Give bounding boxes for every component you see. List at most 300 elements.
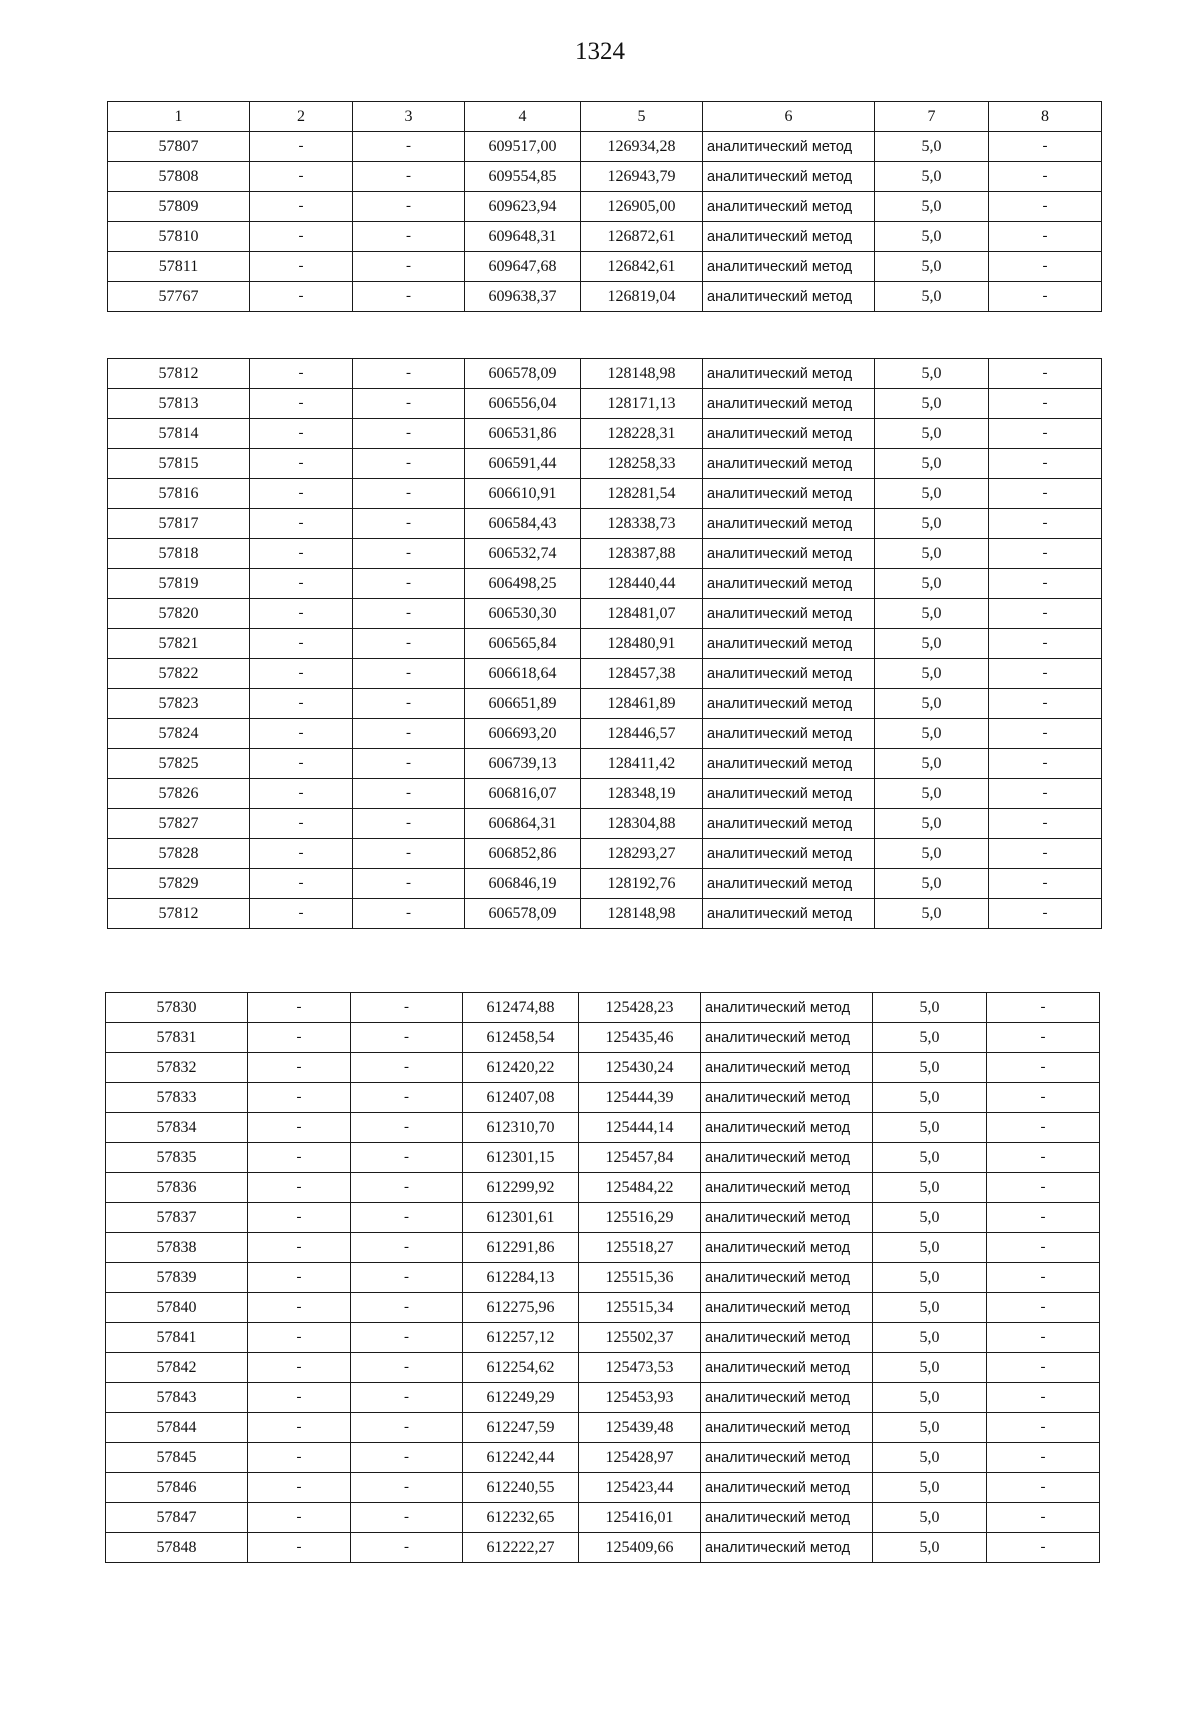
col-2-cell: - xyxy=(248,1383,351,1413)
point-number-cell: 57808 xyxy=(108,162,250,192)
method-cell: аналитический метод xyxy=(703,539,875,569)
col-2-cell: - xyxy=(248,1083,351,1113)
point-number-cell: 57826 xyxy=(108,779,250,809)
table-row xyxy=(106,1053,1100,1083)
col-8-cell: - xyxy=(987,1473,1100,1503)
point-number-cell: 57815 xyxy=(108,449,250,479)
col-2-cell: - xyxy=(248,1143,351,1173)
method-cell: аналитический метод xyxy=(703,509,875,539)
coord-y-cell: 128387,88 xyxy=(581,539,703,569)
col-2-cell: - xyxy=(248,1353,351,1383)
coord-x-cell: 612420,22 xyxy=(463,1053,579,1083)
accuracy-cell: 5,0 xyxy=(873,1263,987,1293)
table-row xyxy=(108,252,1102,282)
point-number-cell: 57845 xyxy=(106,1443,248,1473)
col-3-cell: - xyxy=(351,1443,463,1473)
col-3-cell: - xyxy=(351,1053,463,1083)
method-cell: аналитический метод xyxy=(701,1323,873,1353)
point-number-cell: 57811 xyxy=(108,252,250,282)
table-row xyxy=(108,899,1102,929)
coord-y-cell: 125416,01 xyxy=(579,1503,701,1533)
col-8-cell: - xyxy=(989,389,1102,419)
col-2-cell: - xyxy=(250,479,353,509)
coord-x-cell: 612257,12 xyxy=(463,1323,579,1353)
col-2-cell: - xyxy=(250,569,353,599)
coord-y-cell: 128348,19 xyxy=(581,779,703,809)
accuracy-cell: 5,0 xyxy=(875,599,989,629)
coord-x-cell: 612284,13 xyxy=(463,1263,579,1293)
col-3-cell: - xyxy=(351,1143,463,1173)
col-8-cell: - xyxy=(987,1383,1100,1413)
col-8-cell: - xyxy=(987,1323,1100,1353)
accuracy-cell: 5,0 xyxy=(875,419,989,449)
col-3-cell: - xyxy=(351,993,463,1023)
col-2-cell: - xyxy=(250,132,353,162)
col-8-cell: - xyxy=(987,1113,1100,1143)
method-cell: аналитический метод xyxy=(703,719,875,749)
col-3-cell: - xyxy=(353,569,465,599)
col-2-cell: - xyxy=(250,359,353,389)
header-cell: 7 xyxy=(875,102,989,132)
table-row xyxy=(108,192,1102,222)
table-row xyxy=(108,132,1102,162)
accuracy-cell: 5,0 xyxy=(873,1503,987,1533)
accuracy-cell: 5,0 xyxy=(875,659,989,689)
col-3-cell: - xyxy=(353,509,465,539)
accuracy-cell: 5,0 xyxy=(875,479,989,509)
accuracy-cell: 5,0 xyxy=(875,389,989,419)
table-row xyxy=(108,689,1102,719)
coord-x-cell: 609638,37 xyxy=(465,282,581,312)
col-2-cell: - xyxy=(250,449,353,479)
method-cell: аналитический метод xyxy=(703,869,875,899)
method-cell: аналитический метод xyxy=(703,689,875,719)
col-2-cell: - xyxy=(248,993,351,1023)
col-2-cell: - xyxy=(250,162,353,192)
coord-x-cell: 606532,74 xyxy=(465,539,581,569)
accuracy-cell: 5,0 xyxy=(875,222,989,252)
col-8-cell: - xyxy=(989,839,1102,869)
method-cell: аналитический метод xyxy=(701,1053,873,1083)
table-row xyxy=(108,419,1102,449)
coord-y-cell: 125453,93 xyxy=(579,1383,701,1413)
header-cell: 1 xyxy=(108,102,250,132)
coord-x-cell: 606852,86 xyxy=(465,839,581,869)
method-cell: аналитический метод xyxy=(703,629,875,659)
header-row xyxy=(108,102,1102,132)
table-row xyxy=(108,389,1102,419)
accuracy-cell: 5,0 xyxy=(875,629,989,659)
col-3-cell: - xyxy=(353,899,465,929)
col-2-cell: - xyxy=(250,252,353,282)
method-cell: аналитический метод xyxy=(701,1083,873,1113)
method-cell: аналитический метод xyxy=(703,162,875,192)
col-8-cell: - xyxy=(989,359,1102,389)
col-3-cell: - xyxy=(351,1293,463,1323)
col-2-cell: - xyxy=(250,419,353,449)
col-3-cell: - xyxy=(353,869,465,899)
col-3-cell: - xyxy=(351,1533,463,1563)
coord-y-cell: 125515,36 xyxy=(579,1263,701,1293)
col-3-cell: - xyxy=(353,192,465,222)
col-8-cell: - xyxy=(987,1293,1100,1323)
col-3-cell: - xyxy=(351,1083,463,1113)
coord-y-cell: 125518,27 xyxy=(579,1233,701,1263)
point-number-cell: 57838 xyxy=(106,1233,248,1263)
method-cell: аналитический метод xyxy=(701,1383,873,1413)
col-3-cell: - xyxy=(353,599,465,629)
table-row xyxy=(106,1443,1100,1473)
accuracy-cell: 5,0 xyxy=(873,1293,987,1323)
col-8-cell: - xyxy=(987,1083,1100,1113)
col-3-cell: - xyxy=(351,1233,463,1263)
coord-x-cell: 609647,68 xyxy=(465,252,581,282)
col-8-cell: - xyxy=(989,539,1102,569)
accuracy-cell: 5,0 xyxy=(875,809,989,839)
table-row xyxy=(108,869,1102,899)
col-2-cell: - xyxy=(248,1533,351,1563)
method-cell: аналитический метод xyxy=(701,1413,873,1443)
coord-x-cell: 606530,30 xyxy=(465,599,581,629)
coord-x-cell: 609517,00 xyxy=(465,132,581,162)
col-8-cell: - xyxy=(989,252,1102,282)
method-cell: аналитический метод xyxy=(703,899,875,929)
point-number-cell: 57818 xyxy=(108,539,250,569)
coord-y-cell: 126819,04 xyxy=(581,282,703,312)
point-number-cell: 57837 xyxy=(106,1203,248,1233)
point-number-cell: 57839 xyxy=(106,1263,248,1293)
col-8-cell: - xyxy=(987,1353,1100,1383)
col-2-cell: - xyxy=(250,192,353,222)
point-number-cell: 57813 xyxy=(108,389,250,419)
point-number-cell: 57834 xyxy=(106,1113,248,1143)
col-8-cell: - xyxy=(989,162,1102,192)
point-number-cell: 57836 xyxy=(106,1173,248,1203)
col-8-cell: - xyxy=(989,689,1102,719)
col-3-cell: - xyxy=(353,839,465,869)
method-cell: аналитический метод xyxy=(701,1503,873,1533)
col-8-cell: - xyxy=(989,569,1102,599)
accuracy-cell: 5,0 xyxy=(875,689,989,719)
coord-y-cell: 125430,24 xyxy=(579,1053,701,1083)
col-3-cell: - xyxy=(353,359,465,389)
accuracy-cell: 5,0 xyxy=(873,1143,987,1173)
col-8-cell: - xyxy=(989,509,1102,539)
coordinates-table-2 xyxy=(107,358,1102,929)
header-cell: 5 xyxy=(581,102,703,132)
coord-x-cell: 606498,25 xyxy=(465,569,581,599)
coord-x-cell: 612291,86 xyxy=(463,1233,579,1263)
table-row xyxy=(106,1233,1100,1263)
header-cell: 6 xyxy=(703,102,875,132)
col-3-cell: - xyxy=(353,539,465,569)
point-number-cell: 57819 xyxy=(108,569,250,599)
coord-y-cell: 125428,97 xyxy=(579,1443,701,1473)
col-8-cell: - xyxy=(987,1053,1100,1083)
point-number-cell: 57820 xyxy=(108,599,250,629)
col-3-cell: - xyxy=(351,1023,463,1053)
coord-x-cell: 612301,61 xyxy=(463,1203,579,1233)
col-3-cell: - xyxy=(353,479,465,509)
coord-y-cell: 128480,91 xyxy=(581,629,703,659)
col-2-cell: - xyxy=(248,1113,351,1143)
table-row xyxy=(106,1023,1100,1053)
table-row xyxy=(106,1113,1100,1143)
method-cell: аналитический метод xyxy=(703,132,875,162)
coord-x-cell: 606846,19 xyxy=(465,869,581,899)
method-cell: аналитический метод xyxy=(701,1263,873,1293)
col-2-cell: - xyxy=(250,689,353,719)
col-8-cell: - xyxy=(987,1533,1100,1563)
coord-y-cell: 125435,46 xyxy=(579,1023,701,1053)
coord-x-cell: 612240,55 xyxy=(463,1473,579,1503)
coord-y-cell: 125516,29 xyxy=(579,1203,701,1233)
col-3-cell: - xyxy=(351,1203,463,1233)
coord-y-cell: 128148,98 xyxy=(581,899,703,929)
col-3-cell: - xyxy=(353,389,465,419)
coord-x-cell: 612474,88 xyxy=(463,993,579,1023)
table-row xyxy=(106,1503,1100,1533)
point-number-cell: 57846 xyxy=(106,1473,248,1503)
col-3-cell: - xyxy=(351,1173,463,1203)
coordinates-table-1 xyxy=(107,101,1102,312)
point-number-cell: 57822 xyxy=(108,659,250,689)
col-3-cell: - xyxy=(353,252,465,282)
accuracy-cell: 5,0 xyxy=(875,869,989,899)
col-2-cell: - xyxy=(250,899,353,929)
method-cell: аналитический метод xyxy=(703,839,875,869)
coord-y-cell: 128304,88 xyxy=(581,809,703,839)
coord-x-cell: 606618,64 xyxy=(465,659,581,689)
point-number-cell: 57814 xyxy=(108,419,250,449)
point-number-cell: 57809 xyxy=(108,192,250,222)
col-3-cell: - xyxy=(351,1383,463,1413)
coord-y-cell: 128281,54 xyxy=(581,479,703,509)
coord-x-cell: 612299,92 xyxy=(463,1173,579,1203)
table-row xyxy=(108,222,1102,252)
method-cell: аналитический метод xyxy=(701,993,873,1023)
table-row xyxy=(106,1263,1100,1293)
table-row xyxy=(108,749,1102,779)
point-number-cell: 57823 xyxy=(108,689,250,719)
col-8-cell: - xyxy=(989,869,1102,899)
accuracy-cell: 5,0 xyxy=(873,1353,987,1383)
accuracy-cell: 5,0 xyxy=(875,162,989,192)
coord-x-cell: 606651,89 xyxy=(465,689,581,719)
coord-x-cell: 606578,09 xyxy=(465,899,581,929)
accuracy-cell: 5,0 xyxy=(873,993,987,1023)
col-3-cell: - xyxy=(353,689,465,719)
col-8-cell: - xyxy=(989,192,1102,222)
coord-y-cell: 126842,61 xyxy=(581,252,703,282)
point-number-cell: 57767 xyxy=(108,282,250,312)
col-2-cell: - xyxy=(250,749,353,779)
accuracy-cell: 5,0 xyxy=(873,1443,987,1473)
point-number-cell: 57843 xyxy=(106,1383,248,1413)
table-row xyxy=(106,1143,1100,1173)
col-2-cell: - xyxy=(250,719,353,749)
accuracy-cell: 5,0 xyxy=(873,1203,987,1233)
accuracy-cell: 5,0 xyxy=(873,1113,987,1143)
coord-y-cell: 125515,34 xyxy=(579,1293,701,1323)
col-8-cell: - xyxy=(987,1233,1100,1263)
header-cell: 3 xyxy=(353,102,465,132)
table-row xyxy=(106,1353,1100,1383)
col-3-cell: - xyxy=(353,282,465,312)
point-number-cell: 57831 xyxy=(106,1023,248,1053)
accuracy-cell: 5,0 xyxy=(873,1383,987,1413)
coord-x-cell: 609648,31 xyxy=(465,222,581,252)
col-2-cell: - xyxy=(248,1203,351,1233)
col-8-cell: - xyxy=(989,132,1102,162)
method-cell: аналитический метод xyxy=(701,1233,873,1263)
table-row xyxy=(108,479,1102,509)
coord-y-cell: 125457,84 xyxy=(579,1143,701,1173)
point-number-cell: 57828 xyxy=(108,839,250,869)
col-3-cell: - xyxy=(351,1473,463,1503)
point-number-cell: 57816 xyxy=(108,479,250,509)
page-number: 1324 xyxy=(575,38,625,65)
accuracy-cell: 5,0 xyxy=(873,1053,987,1083)
table-row xyxy=(108,779,1102,809)
method-cell: аналитический метод xyxy=(703,419,875,449)
method-cell: аналитический метод xyxy=(703,569,875,599)
accuracy-cell: 5,0 xyxy=(875,839,989,869)
coord-x-cell: 612249,29 xyxy=(463,1383,579,1413)
coord-x-cell: 612310,70 xyxy=(463,1113,579,1143)
point-number-cell: 57842 xyxy=(106,1353,248,1383)
point-number-cell: 57832 xyxy=(106,1053,248,1083)
col-3-cell: - xyxy=(351,1413,463,1443)
coord-x-cell: 606584,43 xyxy=(465,509,581,539)
table-row xyxy=(108,599,1102,629)
accuracy-cell: 5,0 xyxy=(875,192,989,222)
method-cell: аналитический метод xyxy=(703,282,875,312)
col-2-cell: - xyxy=(248,1233,351,1263)
coord-y-cell: 128440,44 xyxy=(581,569,703,599)
coord-y-cell: 128192,76 xyxy=(581,869,703,899)
col-8-cell: - xyxy=(989,659,1102,689)
point-number-cell: 57825 xyxy=(108,749,250,779)
col-3-cell: - xyxy=(353,162,465,192)
accuracy-cell: 5,0 xyxy=(875,359,989,389)
point-number-cell: 57829 xyxy=(108,869,250,899)
coord-y-cell: 128338,73 xyxy=(581,509,703,539)
coord-y-cell: 126872,61 xyxy=(581,222,703,252)
method-cell: аналитический метод xyxy=(701,1293,873,1323)
coordinates-table-3 xyxy=(105,992,1100,1563)
col-3-cell: - xyxy=(353,659,465,689)
coord-x-cell: 606610,91 xyxy=(465,479,581,509)
col-8-cell: - xyxy=(989,899,1102,929)
col-8-cell: - xyxy=(989,749,1102,779)
col-2-cell: - xyxy=(250,282,353,312)
coord-x-cell: 612301,15 xyxy=(463,1143,579,1173)
col-2-cell: - xyxy=(248,1503,351,1533)
table-row xyxy=(106,1203,1100,1233)
coord-y-cell: 125423,44 xyxy=(579,1473,701,1503)
col-3-cell: - xyxy=(353,629,465,659)
table-row xyxy=(108,659,1102,689)
coord-y-cell: 126905,00 xyxy=(581,192,703,222)
point-number-cell: 57835 xyxy=(106,1143,248,1173)
table-row xyxy=(106,1383,1100,1413)
col-8-cell: - xyxy=(989,222,1102,252)
method-cell: аналитический метод xyxy=(703,809,875,839)
col-2-cell: - xyxy=(248,1173,351,1203)
coord-x-cell: 609623,94 xyxy=(465,192,581,222)
col-2-cell: - xyxy=(248,1413,351,1443)
accuracy-cell: 5,0 xyxy=(873,1023,987,1053)
point-number-cell: 57848 xyxy=(106,1533,248,1563)
header-cell: 8 xyxy=(989,102,1102,132)
point-number-cell: 57847 xyxy=(106,1503,248,1533)
coord-x-cell: 612247,59 xyxy=(463,1413,579,1443)
coord-x-cell: 612242,44 xyxy=(463,1443,579,1473)
coord-y-cell: 128148,98 xyxy=(581,359,703,389)
method-cell: аналитический метод xyxy=(703,749,875,779)
col-8-cell: - xyxy=(989,419,1102,449)
coord-x-cell: 606739,13 xyxy=(465,749,581,779)
accuracy-cell: 5,0 xyxy=(873,1413,987,1443)
method-cell: аналитический метод xyxy=(703,252,875,282)
coord-y-cell: 128293,27 xyxy=(581,839,703,869)
col-3-cell: - xyxy=(353,809,465,839)
coord-x-cell: 606816,07 xyxy=(465,779,581,809)
table-row xyxy=(108,839,1102,869)
col-3-cell: - xyxy=(353,449,465,479)
table-row xyxy=(106,1323,1100,1353)
coord-x-cell: 609554,85 xyxy=(465,162,581,192)
accuracy-cell: 5,0 xyxy=(875,252,989,282)
accuracy-cell: 5,0 xyxy=(875,509,989,539)
col-8-cell: - xyxy=(989,629,1102,659)
coord-x-cell: 612232,65 xyxy=(463,1503,579,1533)
point-number-cell: 57817 xyxy=(108,509,250,539)
point-number-cell: 57833 xyxy=(106,1083,248,1113)
table-row xyxy=(106,1083,1100,1113)
accuracy-cell: 5,0 xyxy=(875,132,989,162)
header-cell: 4 xyxy=(465,102,581,132)
table-row xyxy=(108,162,1102,192)
coord-x-cell: 606591,44 xyxy=(465,449,581,479)
accuracy-cell: 5,0 xyxy=(873,1533,987,1563)
col-2-cell: - xyxy=(248,1023,351,1053)
method-cell: аналитический метод xyxy=(703,449,875,479)
point-number-cell: 57812 xyxy=(108,899,250,929)
coord-x-cell: 612458,54 xyxy=(463,1023,579,1053)
coord-y-cell: 126934,28 xyxy=(581,132,703,162)
method-cell: аналитический метод xyxy=(703,222,875,252)
coord-x-cell: 606565,84 xyxy=(465,629,581,659)
table-row xyxy=(108,509,1102,539)
accuracy-cell: 5,0 xyxy=(875,899,989,929)
point-number-cell: 57807 xyxy=(108,132,250,162)
table-row xyxy=(106,1533,1100,1563)
col-2-cell: - xyxy=(250,629,353,659)
coord-y-cell: 125473,53 xyxy=(579,1353,701,1383)
coord-x-cell: 606578,09 xyxy=(465,359,581,389)
accuracy-cell: 5,0 xyxy=(873,1473,987,1503)
coord-y-cell: 125502,37 xyxy=(579,1323,701,1353)
method-cell: аналитический метод xyxy=(701,1173,873,1203)
col-2-cell: - xyxy=(250,599,353,629)
col-3-cell: - xyxy=(351,1503,463,1533)
col-8-cell: - xyxy=(989,282,1102,312)
coord-y-cell: 128228,31 xyxy=(581,419,703,449)
point-number-cell: 57824 xyxy=(108,719,250,749)
method-cell: аналитический метод xyxy=(703,479,875,509)
